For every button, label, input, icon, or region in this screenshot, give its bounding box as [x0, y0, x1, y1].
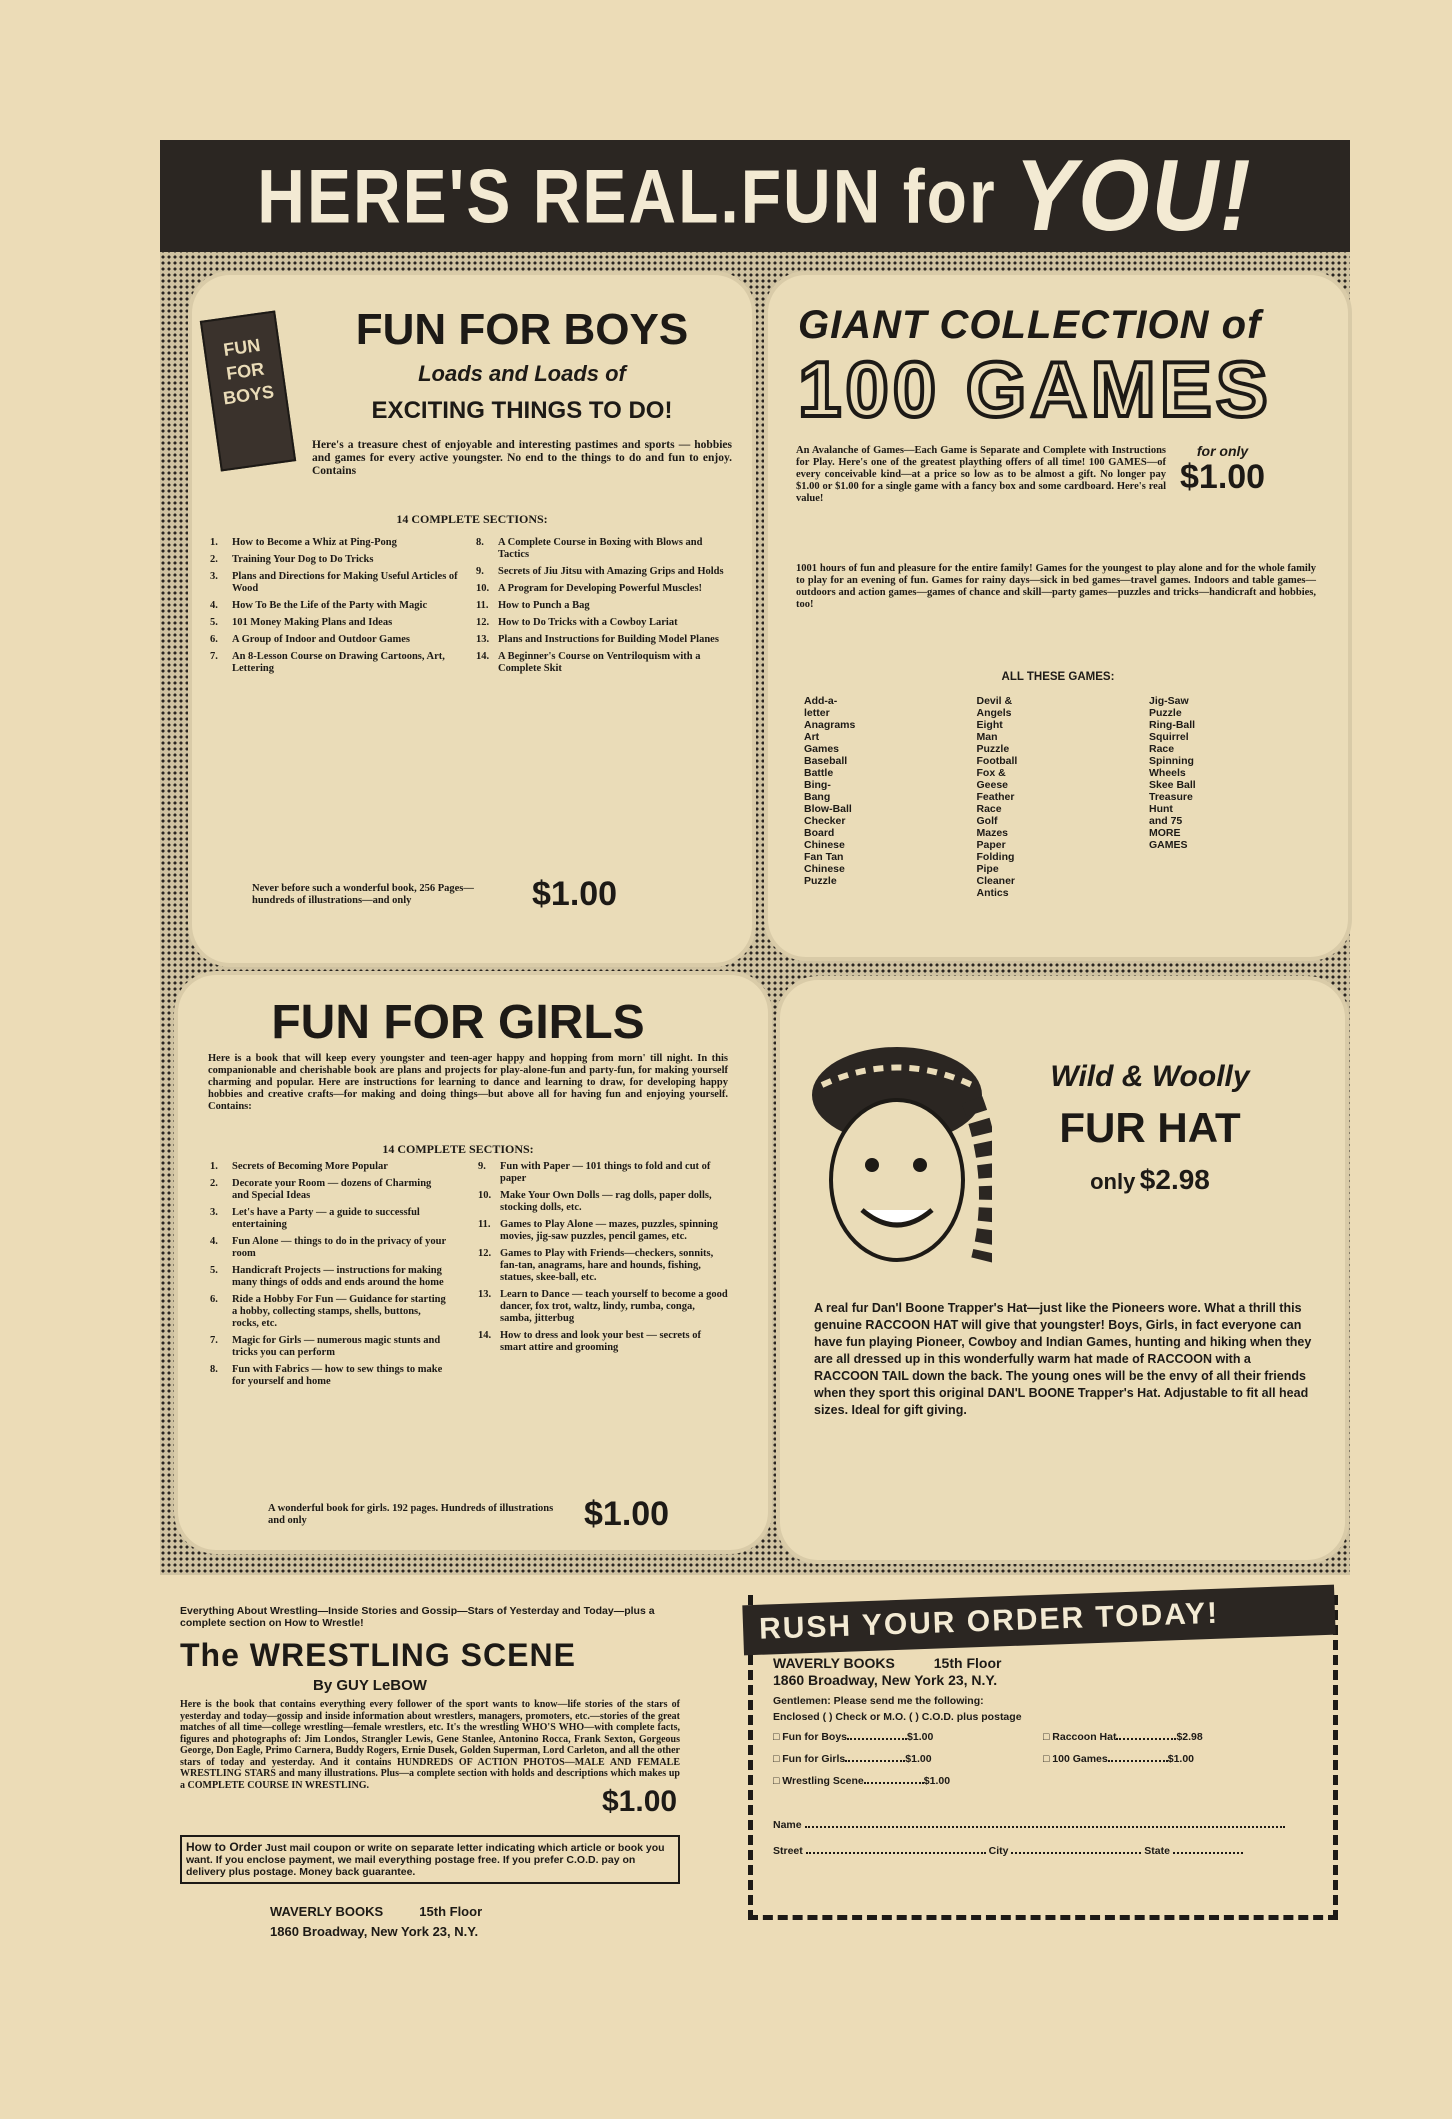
- coupon-item-line: [847, 1738, 907, 1740]
- coupon-address-row[interactable]: [773, 1845, 1313, 1857]
- section-number: 4.: [210, 1236, 218, 1247]
- section-number: 2.: [210, 554, 218, 565]
- section-text: Magic for Girls — numerous magic stunts and tricks you can perform: [232, 1335, 441, 1358]
- section-number: 11.: [476, 600, 489, 611]
- game-name: Jig-Saw Puzzle: [1149, 695, 1189, 719]
- game-name: Golf: [976, 815, 998, 827]
- game-name: Checker Board: [804, 815, 846, 839]
- checkbox-icon[interactable]: □: [773, 1775, 783, 1787]
- section-item: [476, 537, 736, 561]
- boys-title: FUN FOR BOYS: [355, 305, 689, 354]
- section-text: Training Your Dog to Do Tricks: [232, 554, 374, 565]
- game-name: Anagrams: [804, 719, 856, 731]
- game-name: Spinning Wheels: [1149, 755, 1194, 779]
- game-name: Paper Folding: [976, 839, 1015, 863]
- games-title2: 100 GAMES: [798, 345, 1272, 433]
- games-title1: GIANT COLLECTION of: [798, 303, 1262, 347]
- section-text: An 8-Lesson Course on Drawing Cartoons, Art, Lettering: [232, 651, 445, 674]
- order-coupon[interactable]: [748, 1595, 1338, 1920]
- game-name: Squirrel Race: [1149, 731, 1189, 755]
- game-name: Chinese Puzzle: [804, 863, 845, 887]
- boys-price: $1.00: [532, 875, 618, 913]
- boys-sections-right: [476, 537, 736, 680]
- section-number: 14.: [478, 1330, 492, 1341]
- section-number: 9.: [478, 1161, 486, 1172]
- games-para2: 1001 hours of fun and pleasure for the entire family! Games for the youngest to play alone and for the whole family to play for an evening of fun. Games for rainy days—sick in bed games—travel games. Indoors and table games—outdoors and action games—games of chance and skill—party games—puzzles and tricks—handicraft and hobbies, too!: [796, 563, 1316, 610]
- how-to-order-label: How to Order: [186, 1840, 263, 1854]
- section-text: Games to Play with Friends—checkers, sonnits, fan-tan, anagrams, hare and hounds, fishing, statues, skee-ball, etc.: [500, 1248, 714, 1283]
- advertisement-page: [160, 140, 1350, 1948]
- checkbox-icon[interactable]: □: [1043, 1731, 1053, 1743]
- game-name: Add-a-letter: [804, 695, 838, 719]
- section-text: How to Become a Whiz at Ping-Pong: [232, 537, 397, 548]
- hat-title2: FUR HAT: [1059, 1104, 1241, 1151]
- section-number: 5.: [210, 617, 218, 628]
- section-text: Fun Alone — things to do in the privacy of your room: [232, 1236, 446, 1259]
- section-text: 101 Money Making Plans and Ideas: [232, 617, 393, 628]
- coupon-state-line[interactable]: [1173, 1852, 1243, 1854]
- section-item: [478, 1330, 728, 1354]
- section-item: [476, 651, 736, 675]
- games-col3: [1149, 695, 1304, 899]
- hat-description: A real fur Dan'l Boone Trapper's Hat—just like the Pioneers wore. What a thrill this genuine RACCOON HAT will give that youngster! Boys, Girls, in fact everyone can have fun playing Pioneer, Cowboy and Indian Games, hunting and hiking when they are all dressed up in this wonderfully warm hat made of RACCOON with a RACCOON TAIL down the back. The young ones will be the envy of all their friends when they sport this original DAN'L BOONE Trapper's Hat. Adjustable to fit all head sizes. Ideal for gift giving.: [814, 1301, 1312, 1417]
- section-text: Plans and Instructions for Building Model Planes: [498, 634, 719, 645]
- section-number: 2.: [210, 1178, 218, 1189]
- girls-sections-left: [210, 1161, 450, 1393]
- section-item: [476, 617, 736, 629]
- game-name: Ring-Ball: [1149, 719, 1196, 731]
- game-name: Baseball: [804, 755, 848, 767]
- order-coupon-section: [720, 1575, 1350, 1948]
- section-number: 11.: [478, 1219, 491, 1230]
- coupon-state-label: State: [1144, 1845, 1170, 1857]
- section-number: 10.: [478, 1190, 492, 1201]
- section-number: 1.: [210, 537, 218, 548]
- section-number: 7.: [210, 1335, 218, 1346]
- games-col1: [804, 695, 959, 899]
- section-item: [210, 1161, 450, 1173]
- section-text: A Complete Course in Boxing with Blows and Tactics: [498, 537, 703, 560]
- section-text: How to dress and look your best — secrets of smart attire and grooming: [500, 1330, 701, 1353]
- wrestling-body: Here is the book that contains everything every follower of the sport wants to know—life stories of the stars of yesterday and today—gossip and inside information about wrestlers, managers, promoters, etc.—stories of the great matches of all time—college wrestling—female wrestlers, etc. It's the wrestling WHO'S WHO—with complete facts, figures and photographs of: Jim Londos, Strangler Lewis, Gene Stanlee, Antonino Rocca, Frank Sexton, Gorgeous George, Don Eagle, Primo Carnera, Buddy Rogers, Ernie Dusek, Golden Superman, Lord Carleton, and all the other stars of today and yesterday. And it contains HUNDREDS OF ACTION PHOTOS—MALE AND FEMALE WRESTLING STARS and many illustrations. Plus—a complete section with holds and descriptions which makes up a COMPLETE COURSE IN WRESTLING.: [180, 1699, 680, 1791]
- coupon-item[interactable]: [1043, 1731, 1313, 1743]
- section-text: Learn to Dance — teach yourself to become a good dancer, fox trot, waltz, lindy, rumba, conga, samba, jitterbug: [500, 1289, 728, 1324]
- coupon-name-label: Name: [773, 1819, 802, 1831]
- coupon-item-price: $1.00: [907, 1731, 934, 1743]
- section-text: A Group of Indoor and Outdoor Games: [232, 634, 410, 645]
- section-number: 1.: [210, 1161, 218, 1172]
- games-price-label: for only: [1196, 443, 1249, 459]
- wrestling-address1: WAVERLY BOOKS 15th Floor: [270, 1904, 483, 1919]
- wrestling-title: The WRESTLING SCENE: [180, 1637, 576, 1673]
- wrestling-tagline: Everything About Wrestling—Inside Stories and Gossip—Stars of Yesterday and Today—plus a complete section on How to Wrestle!: [180, 1605, 655, 1629]
- games-col2: [977, 695, 1132, 899]
- section-text: Let's have a Party — a guide to successful entertaining: [232, 1207, 420, 1230]
- coupon-item-label: Raccoon Hat: [1052, 1731, 1117, 1743]
- coupon-street-label: Street: [773, 1845, 803, 1857]
- coupon-gentlemen: Gentlemen: Please send me the following:: [773, 1695, 984, 1707]
- hundred-games-panel: [768, 275, 1348, 957]
- section-text: Fun with Paper — 101 things to fold and cut of paper: [500, 1161, 711, 1184]
- section-text: Secrets of Becoming More Popular: [232, 1161, 388, 1172]
- checkbox-icon[interactable]: □: [1043, 1753, 1053, 1765]
- game-name: Skee Ball: [1149, 779, 1196, 791]
- section-number: 6.: [210, 634, 218, 645]
- girls-sections-right: [478, 1161, 728, 1359]
- fur-hat-panel: [780, 980, 1345, 1560]
- section-text: How To Be the Life of the Party with Magic: [232, 600, 428, 611]
- coupon-enclosed[interactable]: Enclosed ( ) Check or M.O. ( ) C.O.D. plus postage: [773, 1711, 1022, 1723]
- games-list-heading: ALL THESE GAMES:: [1001, 671, 1115, 683]
- wrestling-scene-section: [160, 1575, 720, 1948]
- section-number: 10.: [476, 583, 490, 594]
- game-name: Art Games: [804, 731, 840, 755]
- section-item: [476, 566, 736, 578]
- coupon-items: [773, 1731, 1313, 1797]
- section-number: 8.: [210, 1364, 218, 1375]
- hat-title1: Wild & Woolly: [1050, 1060, 1250, 1093]
- coupon-item-line: [1116, 1738, 1176, 1740]
- game-name: Blow-Ball: [804, 803, 852, 815]
- section-item: [210, 1335, 450, 1359]
- games-list: [804, 695, 1304, 899]
- game-name: Feather Race: [976, 791, 1015, 815]
- section-number: 12.: [478, 1248, 492, 1259]
- section-number: 8.: [476, 537, 484, 548]
- game-name: Battle: [804, 767, 834, 779]
- hat-price-label: only: [1090, 1169, 1136, 1194]
- coupon-company: WAVERLY BOOKS 15th Floor: [773, 1655, 1002, 1671]
- boys-sections-left: [210, 537, 458, 680]
- coupon-item-label: Fun for Boys: [782, 1731, 848, 1743]
- section-item: [210, 634, 458, 646]
- game-name: Chinese Fan Tan: [804, 839, 845, 863]
- boys-subtitle: Loads and Loads of: [418, 361, 626, 386]
- section-item: [210, 571, 458, 595]
- boys-sections-heading: 14 COMPLETE SECTIONS:: [396, 512, 548, 526]
- boys-book-illustration: FUN FOR BOYS: [200, 310, 296, 471]
- section-text: Handicraft Projects — instructions for making many things of odds and ends around the home: [232, 1265, 444, 1288]
- coupon-item-price: $1.00: [905, 1753, 932, 1765]
- section-item: [478, 1248, 728, 1284]
- game-name: Bing-Bang: [804, 779, 831, 803]
- games-price: $1.00: [1180, 458, 1266, 496]
- section-text: Decorate your Room — dozens of Charming and Special Ideas: [232, 1178, 432, 1201]
- coupon-item-line: [845, 1760, 905, 1762]
- game-name: Devil & Angels: [976, 695, 1013, 719]
- boys-intro: Here's a treasure chest of enjoyable and interesting pastimes and sports — hobbies and games for every active youngster. No end to the things to do and fun to enjoy. Contains: [312, 439, 732, 477]
- wrestling-price: $1.00: [602, 1785, 678, 1818]
- coupon-item[interactable]: [773, 1753, 1043, 1765]
- coupon-address: 1860 Broadway, New York 23, N.Y.: [773, 1672, 998, 1688]
- section-text: Ride a Hobby For Fun — Guidance for starting a hobby, collecting stamps, shells, buttons, rocks, etc.: [232, 1294, 446, 1329]
- section-item: [478, 1219, 728, 1243]
- section-text: Fun with Fabrics — how to sew things to make for yourself and home: [232, 1364, 443, 1387]
- section-item: [210, 554, 458, 566]
- how-to-order-box: [180, 1835, 680, 1884]
- section-item: [210, 1236, 450, 1260]
- coupon-item-price: $2.98: [1176, 1731, 1203, 1743]
- game-name: Treasure Hunt: [1149, 791, 1193, 815]
- section-text: Secrets of Jiu Jitsu with Amazing Grips and Holds: [498, 566, 724, 577]
- fun-for-boys-panel: [192, 275, 752, 963]
- coupon-item-price: $1.00: [1167, 1753, 1195, 1765]
- coupon-city-label: City: [988, 1845, 1009, 1857]
- section-number: 12.: [476, 617, 490, 628]
- coupon-street-line[interactable]: [806, 1852, 986, 1854]
- girls-price: $1.00: [584, 1495, 670, 1533]
- coupon-item[interactable]: [773, 1731, 1043, 1743]
- section-item: [210, 651, 458, 675]
- game-name: Fox & Geese: [976, 767, 1009, 791]
- hat-price: $2.98: [1139, 1164, 1210, 1195]
- section-number: 13.: [478, 1289, 492, 1300]
- section-item: [476, 583, 736, 595]
- section-text: Games to Play Alone — mazes, puzzles, spinning movies, jig-saw puzzles, pencil games, etc.: [500, 1219, 718, 1242]
- header-text: HERE'S REAL.FUN for: [257, 153, 997, 239]
- boy-with-hat-illustration: [802, 1040, 992, 1280]
- boys-closing: Never before such a wonderful book, 256 Pages—hundreds of illustrations—and only: [252, 882, 474, 906]
- game-name: Football: [976, 755, 1018, 767]
- section-number: 6.: [210, 1294, 218, 1305]
- coupon-heading: RUSH YOUR ORDER TODAY!: [742, 1585, 1335, 1656]
- coupon-item-label: Wrestling Scene: [782, 1775, 864, 1787]
- section-number: 14.: [476, 651, 490, 662]
- game-name: Pipe Cleaner Antics: [976, 863, 1016, 899]
- coupon-name-line[interactable]: [805, 1826, 1285, 1828]
- coupon-item-line: [864, 1782, 924, 1784]
- section-item: [478, 1190, 728, 1214]
- header-emphasis: YOU!: [1014, 139, 1253, 252]
- coupon-item-label: Fun for Girls: [782, 1753, 846, 1765]
- wrestling-author: By GUY LeBOW: [313, 1677, 427, 1694]
- section-number: 9.: [476, 566, 484, 577]
- section-item: [478, 1161, 728, 1185]
- games-intro: An Avalanche of Games—Each Game is Separate and Complete with Instructions for Play. Here's one of the greatest plaything offers of all time! 100 GAMES—of every conceivable kind—at a price so low as to be almost a gift. No longer pay $1.00 or $1.00 for a single game with a fancy box and some cardboard. Here's real value!: [796, 445, 1166, 504]
- girls-closing: A wonderful book for girls. 192 pages. Hundreds of illustrations and only: [268, 1502, 554, 1526]
- header-banner: [160, 140, 1350, 252]
- section-text: A Program for Developing Powerful Muscles!: [498, 583, 703, 594]
- section-number: 5.: [210, 1265, 218, 1276]
- section-item: [210, 537, 458, 549]
- section-item: [210, 600, 458, 612]
- section-number: 3.: [210, 1207, 218, 1218]
- section-text: How to Do Tricks with a Cowboy Lariat: [498, 617, 678, 628]
- section-text: Make Your Own Dolls — rag dolls, paper dolls, stocking dolls, etc.: [500, 1190, 712, 1213]
- coupon-name-row[interactable]: [773, 1819, 1313, 1831]
- section-number: 4.: [210, 600, 218, 611]
- girls-sections-heading: 14 COMPLETE SECTIONS:: [382, 1142, 534, 1156]
- checkbox-icon[interactable]: □: [773, 1731, 783, 1743]
- section-text: A Beginner's Course on Ventriloquism with a Complete Skit: [498, 651, 701, 674]
- coupon-item[interactable]: [773, 1775, 1043, 1787]
- girls-title: FUN FOR GIRLS: [271, 996, 645, 1049]
- coupon-item-price: $1.00: [923, 1775, 951, 1787]
- game-name: and 75 MORE GAMES: [1149, 815, 1188, 851]
- checkbox-icon[interactable]: □: [773, 1753, 783, 1765]
- boys-subtitle2: EXCITING THINGS TO DO!: [371, 397, 673, 424]
- section-item: [476, 600, 736, 612]
- section-text: How to Punch a Bag: [498, 600, 590, 611]
- section-text: Plans and Directions for Making Useful Articles of Wood: [232, 571, 458, 594]
- how-to-order-text: Just mail coupon or write on separate letter indicating which article or book you want. If you enclose payment, we mail everything postage free. If you prefer C.O.D. pay on delivery plus postage. Money back guarantee.: [186, 1842, 665, 1878]
- wrestling-address2: 1860 Broadway, New York 23, N.Y.: [270, 1924, 479, 1939]
- section-number: 13.: [476, 634, 490, 645]
- section-item: [210, 617, 458, 629]
- coupon-item-label: 100 Games: [1052, 1753, 1108, 1765]
- section-number: 7.: [210, 651, 218, 662]
- fun-for-girls-panel: [178, 975, 768, 1550]
- section-item: [210, 1364, 450, 1388]
- girls-intro: Here is a book that will keep every youngster and teen-ager happy and hopping from morn' till night. In this companionable and cherishable book are plans and projects for play-alone-fun and party-fun, for making yourself charming and popular. Here are instructions for learning to dance and learning to draw, for developing happy hobbies and creative crafts—for making and doing things—but above all for having fun and enjoying yourself. Contains:: [208, 1053, 728, 1112]
- section-item: [210, 1294, 450, 1330]
- section-item: [478, 1289, 728, 1325]
- coupon-city-line[interactable]: [1011, 1852, 1141, 1854]
- coupon-item-line: [1108, 1760, 1168, 1762]
- section-item: [210, 1265, 450, 1289]
- section-item: [210, 1207, 450, 1231]
- game-name: Eight Man Puzzle: [976, 719, 1010, 755]
- section-item: [476, 634, 736, 646]
- section-number: 3.: [210, 571, 218, 582]
- section-item: [210, 1178, 450, 1202]
- game-name: Mazes: [976, 827, 1009, 839]
- coupon-item[interactable]: [1043, 1753, 1313, 1765]
